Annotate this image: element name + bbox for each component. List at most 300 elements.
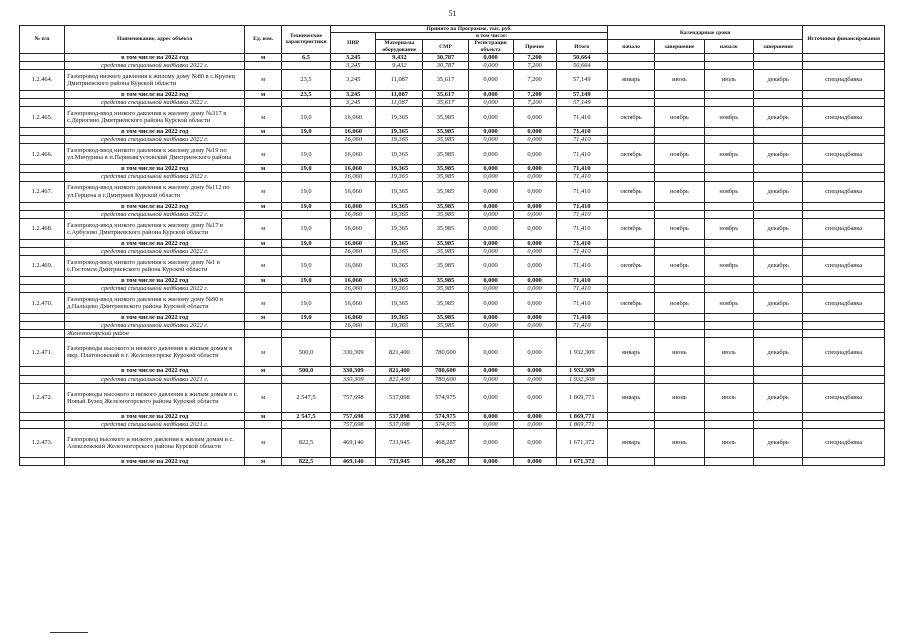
empty-cell xyxy=(655,165,704,173)
tech-value: 19,0 xyxy=(281,128,330,136)
row-num-cell xyxy=(20,210,65,218)
tech-value xyxy=(281,285,330,293)
empty-cell xyxy=(608,457,655,465)
fund-label: средства специальной надбавки 2022 г. xyxy=(65,136,245,144)
empty-cell xyxy=(753,202,802,210)
materials-value: 733,945 xyxy=(376,457,423,465)
total-value: 71,410 xyxy=(556,202,608,210)
header-cal-pir-start: начало xyxy=(608,40,655,53)
row-number: 1.2.473. xyxy=(20,428,65,457)
pir-value: 16,060 xyxy=(331,239,376,247)
smr-value: 35,985 xyxy=(423,210,468,218)
fund-label: средства специальной надбавки 2021 г. xyxy=(65,420,245,428)
pir-value: 3,245 xyxy=(331,99,376,107)
tech-value: 2 547,5 xyxy=(281,412,330,420)
table-row xyxy=(20,375,885,383)
pir-value: 16,060 xyxy=(331,165,376,173)
table-row xyxy=(20,255,885,276)
header-cal-pir-end: завершение xyxy=(655,40,704,53)
empty-cell xyxy=(608,61,655,69)
materials-value: 19,365 xyxy=(376,202,423,210)
smr-start: ноябрь xyxy=(704,144,753,165)
empty-cell xyxy=(803,314,885,322)
header-num: № п/п xyxy=(20,26,65,54)
year-subtotal-label: в том числе на 2022 год xyxy=(65,457,245,465)
pir-value: 16,060 xyxy=(331,314,376,322)
smr-value: 468,287 xyxy=(423,428,468,457)
total-value: 1 671,372 xyxy=(556,457,608,465)
empty-cell xyxy=(704,136,753,144)
header-cal-smr-end: завершение xyxy=(753,40,802,53)
empty-cell xyxy=(608,330,655,338)
empty-cell xyxy=(704,322,753,330)
materials-value: 821,400 xyxy=(376,338,423,367)
tech-value: 500,0 xyxy=(281,367,330,375)
year-subtotal-label: в том числе на 2022 год xyxy=(65,314,245,322)
empty-cell xyxy=(423,330,468,338)
tech-value: 19,0 xyxy=(281,165,330,173)
total-value: 71,410 xyxy=(556,255,608,276)
empty-cell xyxy=(608,239,655,247)
empty-cell xyxy=(376,330,423,338)
smr-value: 35,985 xyxy=(423,173,468,181)
table-row xyxy=(20,285,885,293)
smr-value: 574,975 xyxy=(423,412,468,420)
year-subtotal-label: в том числе на 2022 год xyxy=(65,202,245,210)
tech-value: 19,0 xyxy=(281,276,330,284)
empty-cell xyxy=(803,136,885,144)
unit xyxy=(245,61,281,69)
empty-cell xyxy=(608,53,655,61)
materials-value: 19,365 xyxy=(376,128,423,136)
empty-cell xyxy=(753,210,802,218)
empty-cell xyxy=(803,420,885,428)
header-tech: Технические характеристики xyxy=(281,26,330,54)
reg-value: 0,000 xyxy=(468,91,513,99)
pir-value: 16,060 xyxy=(331,173,376,181)
empty-cell xyxy=(655,322,704,330)
unit: м xyxy=(245,53,281,61)
object-name: Газопровод-ввод низкого давления к жилому дому №112 по ул.Герцена в г.Дмитриев Курской области xyxy=(65,181,245,202)
total-value: 1 932,309 xyxy=(556,375,608,383)
materials-value: 19,365 xyxy=(376,107,423,128)
materials-value: 19,365 xyxy=(376,181,423,202)
other-value: 0,000 xyxy=(513,255,556,276)
total-value: 1 932,309 xyxy=(556,338,608,367)
materials-value: 19,365 xyxy=(376,239,423,247)
table-row xyxy=(20,247,885,255)
program-table xyxy=(19,25,885,466)
empty-cell xyxy=(753,375,802,383)
header-total: Итого xyxy=(556,40,608,53)
pir-value: 330,309 xyxy=(331,375,376,383)
unit xyxy=(245,285,281,293)
tech-value xyxy=(281,99,330,107)
empty-cell xyxy=(704,420,753,428)
fund-label: средства специальной надбавки 2022 г. xyxy=(65,285,245,293)
smr-start: июль xyxy=(704,428,753,457)
materials-value: 11,087 xyxy=(376,91,423,99)
smr-value: 35,985 xyxy=(423,293,468,314)
pir-end: ноябрь xyxy=(655,218,704,239)
unit: м xyxy=(245,457,281,465)
other-value: 0,000 xyxy=(513,322,556,330)
empty-cell xyxy=(608,247,655,255)
total-value: 1 869,771 xyxy=(556,383,608,412)
smr-end: декабрь xyxy=(753,107,802,128)
object-name: Газопровод-ввод низкого давления к жилому дому №317 в с.Дерюгино Дмитриевского района Курской области xyxy=(65,107,245,128)
empty-cell xyxy=(608,165,655,173)
materials-value: 821,400 xyxy=(376,367,423,375)
total-value: 71,410 xyxy=(556,247,608,255)
empty-cell xyxy=(655,314,704,322)
unit: м xyxy=(245,383,281,412)
pir-value: 16,060 xyxy=(331,181,376,202)
smr-value: 35,985 xyxy=(423,218,468,239)
pir-end: июнь xyxy=(655,70,704,91)
pir-value: 16,060 xyxy=(331,285,376,293)
other-value: 0,000 xyxy=(513,367,556,375)
pir-value: 16,060 xyxy=(331,128,376,136)
smr-value: 35,985 xyxy=(423,202,468,210)
header-pir: ПИР xyxy=(331,33,376,54)
other-value: 7,200 xyxy=(513,99,556,107)
smr-value: 35,617 xyxy=(423,70,468,91)
materials-value: 11,087 xyxy=(376,99,423,107)
row-number: 1.2.466. xyxy=(20,144,65,165)
fund-label: средства специальной надбавки 2022 г. xyxy=(65,247,245,255)
empty-cell xyxy=(608,420,655,428)
pir-value: 469,140 xyxy=(331,457,376,465)
row-num-cell xyxy=(20,91,65,99)
empty-cell xyxy=(803,128,885,136)
table-row xyxy=(20,99,885,107)
smr-end: декабрь xyxy=(753,338,802,367)
pir-value: 757,698 xyxy=(331,420,376,428)
pir-value: 16,060 xyxy=(331,276,376,284)
empty-cell xyxy=(803,457,885,465)
empty-cell xyxy=(803,322,885,330)
empty-cell xyxy=(608,314,655,322)
total-value: 50,664 xyxy=(556,61,608,69)
reg-value: 0,000 xyxy=(468,53,513,61)
row-num-cell xyxy=(20,99,65,107)
year-subtotal-label: в том числе на 2022 год xyxy=(65,128,245,136)
empty-cell xyxy=(704,99,753,107)
tech-value xyxy=(281,136,330,144)
table-row xyxy=(20,428,885,457)
year-subtotal-label: в том числе на 2022 год xyxy=(65,165,245,173)
fund-label: средства специальной надбавки 2022 г. xyxy=(65,322,245,330)
empty-cell xyxy=(704,276,753,284)
unit: м xyxy=(245,255,281,276)
other-value: 0,000 xyxy=(513,412,556,420)
empty-cell xyxy=(655,239,704,247)
row-number: 1.2.471. xyxy=(20,338,65,367)
table-row xyxy=(20,144,885,165)
other-value: 0,000 xyxy=(513,136,556,144)
fund-label: средства специальной надбавки 2022 г. xyxy=(65,210,245,218)
reg-value: 0,000 xyxy=(468,276,513,284)
empty-cell xyxy=(655,53,704,61)
table-row xyxy=(20,314,885,322)
table-row xyxy=(20,61,885,69)
smr-end: декабрь xyxy=(753,428,802,457)
materials-value: 537,098 xyxy=(376,420,423,428)
empty-cell xyxy=(753,165,802,173)
tech-value xyxy=(281,247,330,255)
empty-cell xyxy=(753,136,802,144)
empty-cell xyxy=(655,276,704,284)
total-value: 71,410 xyxy=(556,293,608,314)
materials-value: 19,365 xyxy=(376,165,423,173)
reg-value: 0,000 xyxy=(468,420,513,428)
empty-cell xyxy=(704,375,753,383)
tech-value: 822,5 xyxy=(281,428,330,457)
reg-value: 0,000 xyxy=(468,173,513,181)
materials-value: 19,365 xyxy=(376,247,423,255)
pir-value: 3,245 xyxy=(331,70,376,91)
pir-start: январь xyxy=(608,338,655,367)
empty-cell xyxy=(753,53,802,61)
pir-start: октябрь xyxy=(608,181,655,202)
total-value: 50,664 xyxy=(556,53,608,61)
pir-end: ноябрь xyxy=(655,107,704,128)
empty-cell xyxy=(704,285,753,293)
object-name: Газопровод-ввод низкого давления к жилому дому №90 в д.Пальцево Дмитриевского района Курской области xyxy=(65,293,245,314)
unit xyxy=(245,210,281,218)
empty-cell xyxy=(803,412,885,420)
reg-value: 0,000 xyxy=(468,165,513,173)
row-num-cell xyxy=(20,128,65,136)
funding-source: спецнадбавка xyxy=(803,338,885,367)
empty-cell xyxy=(655,91,704,99)
funding-source: спецнадбавка xyxy=(803,70,885,91)
row-number: 1.2.469. xyxy=(20,255,65,276)
tech-value: 19,0 xyxy=(281,255,330,276)
unit: м xyxy=(245,428,281,457)
row-num-cell xyxy=(20,136,65,144)
row-num-cell xyxy=(20,420,65,428)
tech-value: 19,0 xyxy=(281,202,330,210)
empty-cell xyxy=(655,99,704,107)
unit: м xyxy=(245,338,281,367)
year-subtotal-label: в том числе на 2022 год xyxy=(65,367,245,375)
table-row xyxy=(20,457,885,465)
empty-cell xyxy=(753,457,802,465)
empty-cell xyxy=(704,367,753,375)
pir-end: ноябрь xyxy=(655,181,704,202)
total-value: 57,149 xyxy=(556,70,608,91)
total-value: 71,410 xyxy=(556,173,608,181)
other-value: 0,000 xyxy=(513,144,556,165)
empty-cell xyxy=(803,330,885,338)
smr-start: ноябрь xyxy=(704,107,753,128)
tech-value: 19,0 xyxy=(281,144,330,165)
reg-value: 0,000 xyxy=(468,61,513,69)
empty-cell xyxy=(803,375,885,383)
table-row xyxy=(20,330,885,338)
funding-source: спецнадбавка xyxy=(803,181,885,202)
smr-end: декабрь xyxy=(753,383,802,412)
empty-cell xyxy=(655,173,704,181)
smr-start: ноябрь xyxy=(704,181,753,202)
materials-value: 19,365 xyxy=(376,314,423,322)
smr-value: 35,985 xyxy=(423,136,468,144)
pir-value: 469,140 xyxy=(331,428,376,457)
empty-cell xyxy=(803,367,885,375)
total-value: 1 671,372 xyxy=(556,428,608,457)
smr-value: 35,617 xyxy=(423,99,468,107)
header-unit: Ед. изм. xyxy=(245,26,281,54)
empty-cell xyxy=(655,330,704,338)
unit xyxy=(245,322,281,330)
table-row xyxy=(20,338,885,367)
reg-value: 0,000 xyxy=(468,247,513,255)
empty-cell xyxy=(655,247,704,255)
smr-value: 35,985 xyxy=(423,239,468,247)
reg-value: 0,000 xyxy=(468,210,513,218)
header-program: Принято по Программе, тыс. руб. xyxy=(331,26,608,33)
empty-cell xyxy=(704,173,753,181)
empty-cell xyxy=(753,247,802,255)
empty-cell xyxy=(753,276,802,284)
empty-cell xyxy=(704,210,753,218)
pir-end: ноябрь xyxy=(655,255,704,276)
empty-cell xyxy=(803,276,885,284)
table-row xyxy=(20,202,885,210)
empty-cell xyxy=(608,367,655,375)
reg-value: 0,000 xyxy=(468,383,513,412)
empty-cell xyxy=(655,367,704,375)
funding-source: спецнадбавка xyxy=(803,107,885,128)
empty-cell xyxy=(753,322,802,330)
reg-value: 0,000 xyxy=(468,255,513,276)
empty-cell xyxy=(704,457,753,465)
empty-cell xyxy=(803,285,885,293)
row-num-cell xyxy=(20,165,65,173)
other-value: 0,000 xyxy=(513,338,556,367)
empty-cell xyxy=(753,91,802,99)
reg-value: 0,000 xyxy=(468,314,513,322)
empty-cell xyxy=(803,91,885,99)
tech-value: 19,0 xyxy=(281,107,330,128)
empty-cell xyxy=(608,128,655,136)
smr-value: 780,600 xyxy=(423,338,468,367)
smr-value: 468,287 xyxy=(423,457,468,465)
pir-value: 16,060 xyxy=(331,293,376,314)
unit: м xyxy=(245,202,281,210)
fund-label: средства специальной надбавки 2022 г. xyxy=(65,99,245,107)
page-number: 51 xyxy=(448,9,457,18)
total-value: 1 932,309 xyxy=(556,367,608,375)
total-value: 57,149 xyxy=(556,91,608,99)
pir-value: 16,060 xyxy=(331,202,376,210)
object-name: Газопроводы высокого и низкого давления к жилым домам в с. Новый Бузец Железногорского района Курской области xyxy=(65,383,245,412)
empty-cell xyxy=(608,210,655,218)
reg-value: 0,000 xyxy=(468,107,513,128)
smr-value: 30,787 xyxy=(423,61,468,69)
unit: м xyxy=(245,314,281,322)
smr-end: декабрь xyxy=(753,293,802,314)
empty-cell xyxy=(753,285,802,293)
empty-cell xyxy=(803,239,885,247)
total-value: 71,410 xyxy=(556,276,608,284)
header-other: Прочие xyxy=(513,40,556,53)
empty-cell xyxy=(753,173,802,181)
materials-value: 19,365 xyxy=(376,210,423,218)
row-number: 1.2.465. xyxy=(20,107,65,128)
row-num-cell xyxy=(20,61,65,69)
tech-value: 23,5 xyxy=(281,70,330,91)
header-reg: Регистрация объекта xyxy=(468,40,513,53)
unit: м xyxy=(245,293,281,314)
pir-value: 16,060 xyxy=(331,210,376,218)
smr-value: 35,985 xyxy=(423,247,468,255)
reg-value: 0,000 xyxy=(468,338,513,367)
table-row xyxy=(20,181,885,202)
row-num-cell xyxy=(20,247,65,255)
smr-end: декабрь xyxy=(753,70,802,91)
row-num-cell xyxy=(20,322,65,330)
unit: м xyxy=(245,276,281,284)
total-value: 71,410 xyxy=(556,285,608,293)
pir-value: 16,060 xyxy=(331,107,376,128)
unit: м xyxy=(245,367,281,375)
row-num-cell xyxy=(20,276,65,284)
other-value: 0,000 xyxy=(513,276,556,284)
table-row xyxy=(20,70,885,91)
object-name: Газопровод-ввод низкого давления к жилому дому №19 по ул.Мичурина в п.Первоавгустовский Дмитриевского района xyxy=(65,144,245,165)
table-body xyxy=(20,53,885,465)
materials-value: 537,098 xyxy=(376,383,423,412)
pir-value: 16,060 xyxy=(331,218,376,239)
unit xyxy=(245,247,281,255)
reg-value: 0,000 xyxy=(468,457,513,465)
row-num-cell xyxy=(20,202,65,210)
other-value: 7,200 xyxy=(513,70,556,91)
table-row xyxy=(20,412,885,420)
smr-value: 35,985 xyxy=(423,165,468,173)
smr-value: 780,600 xyxy=(423,367,468,375)
pir-value: 3,245 xyxy=(331,53,376,61)
materials-value: 821,400 xyxy=(376,375,423,383)
other-value: 0,000 xyxy=(513,210,556,218)
empty-cell xyxy=(753,128,802,136)
empty-cell xyxy=(608,285,655,293)
empty-cell xyxy=(468,330,513,338)
unit: м xyxy=(245,91,281,99)
unit: м xyxy=(245,107,281,128)
table-row xyxy=(20,276,885,284)
other-value: 0,000 xyxy=(513,173,556,181)
tech-value: 19,0 xyxy=(281,314,330,322)
empty-cell xyxy=(655,61,704,69)
smr-end: декабрь xyxy=(753,255,802,276)
other-value: 7,200 xyxy=(513,91,556,99)
other-value: 0,000 xyxy=(513,247,556,255)
tech-value: 19,0 xyxy=(281,293,330,314)
reg-value: 0,000 xyxy=(468,70,513,91)
empty-cell xyxy=(704,247,753,255)
table-row xyxy=(20,239,885,247)
funding-source: спецнадбавка xyxy=(803,293,885,314)
header-name: Наименование, адрес объекта xyxy=(65,26,245,54)
other-value: 0,000 xyxy=(513,293,556,314)
total-value: 71,410 xyxy=(556,107,608,128)
pir-value: 3,245 xyxy=(331,91,376,99)
empty-cell xyxy=(753,412,802,420)
